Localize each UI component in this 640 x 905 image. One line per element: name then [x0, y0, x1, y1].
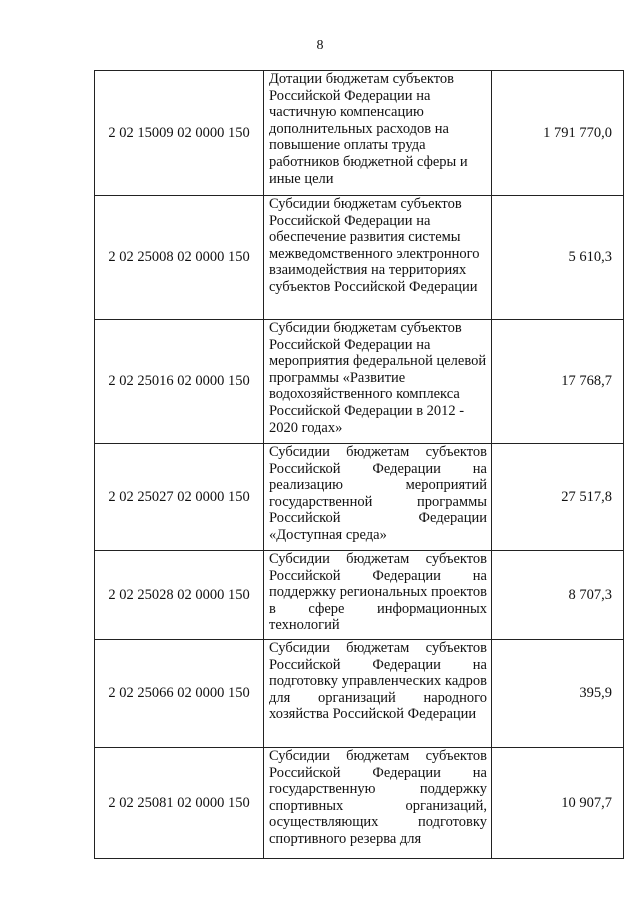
classification-code: 2 02 25016 02 0000 150	[95, 320, 264, 444]
classification-code: 2 02 15009 02 0000 150	[95, 71, 264, 196]
amount: 5 610,3	[492, 196, 624, 320]
classification-code: 2 02 25081 02 0000 150	[95, 748, 264, 859]
table-row	[95, 748, 624, 859]
page-number: 8	[316, 38, 324, 53]
table-row	[95, 444, 624, 551]
amount: 27 517,8	[492, 444, 624, 551]
amount: 17 768,7	[492, 320, 624, 444]
amount: 8 707,3	[492, 551, 624, 640]
table-row	[95, 71, 624, 196]
amount: 395,9	[492, 640, 624, 748]
amount: 1 791 770,0	[492, 71, 624, 196]
classification-code: 2 02 25008 02 0000 150	[95, 196, 264, 320]
revenue-description: Субсидии бюджетам субъектов Российской Федерации на реализацию мероприятий государственной программы Российской Федерации «Доступная среда»	[264, 444, 492, 551]
revenue-description: Субсидии бюджетам субъектов Российской Федерации на поддержку региональных проектов в сфере информационных технологий	[264, 551, 492, 640]
revenue-description: Субсидии бюджетам субъектов Российской Федерации на государственную поддержку спортивных организаций, осуществляющих подготовку спортивного резерва для	[264, 748, 492, 859]
amount: 10 907,7	[492, 748, 624, 859]
revenue-description: Субсидии бюджетам субъектов Российской Федерации на подготовку управленческих кадров для организаций народного хозяйства Российской Федерации	[264, 640, 492, 748]
table-row	[95, 320, 624, 444]
revenue-description: Дотации бюджетам субъектов Российской Федерации на частичную компенсацию дополнительных расходов на повышение оплаты труда работников бюджетной сферы и иные цели	[264, 71, 492, 196]
budget-revenue-table	[94, 70, 624, 859]
table-row	[95, 640, 624, 748]
classification-code: 2 02 25028 02 0000 150	[95, 551, 264, 640]
revenue-description: Субсидии бюджетам субъектов Российской Федерации на обеспечение развития системы межведомственного электронного взаимодействия на территориях субъектов Российской Федерации	[264, 196, 492, 320]
revenue-description: Субсидии бюджетам субъектов Российской Федерации на мероприятия федеральной целевой программы «Развитие водохозяйственного комплекса Российской Федерации в 2012 - 2020 годах»	[264, 320, 492, 444]
table-row	[95, 551, 624, 640]
table-row	[95, 196, 624, 320]
classification-code: 2 02 25027 02 0000 150	[95, 444, 264, 551]
classification-code: 2 02 25066 02 0000 150	[95, 640, 264, 748]
